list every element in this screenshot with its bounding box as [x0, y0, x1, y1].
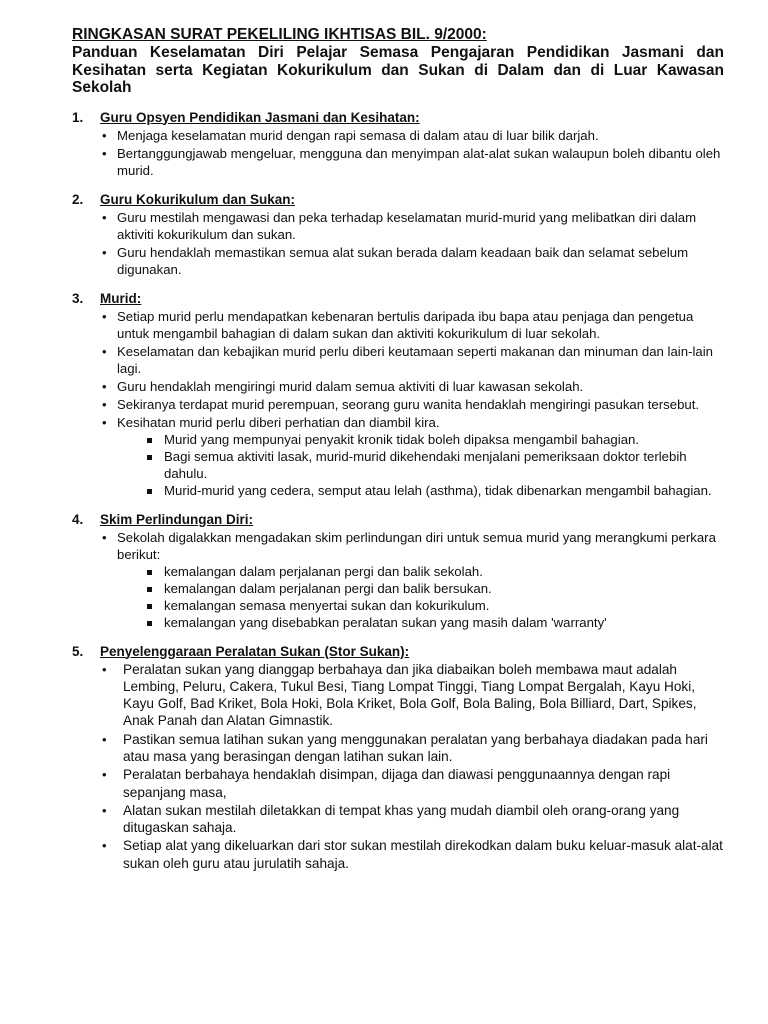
bullet-list	[72, 209, 724, 278]
section-1	[72, 110, 724, 179]
bullet-text: Sekolah digalakkan mengadakan skim perlindungan diri untuk semua murid yang merangkumi perkara berikut:	[117, 529, 716, 562]
bullet-item	[100, 529, 724, 631]
bullet-item	[100, 378, 724, 395]
section-heading	[72, 192, 724, 208]
bullet-item	[100, 766, 724, 801]
bullet-item	[100, 414, 724, 499]
bullet-text: Guru mestilah mengawasi dan peka terhadap keselamatan murid-murid yang melibatkan diri dalam aktiviti kokurikulum dan sukan.	[117, 209, 697, 242]
bullet-item	[100, 731, 724, 766]
section-title: Skim Perlindungan Diri:	[100, 511, 254, 527]
section-number: 1.	[72, 109, 84, 125]
bullet-list	[72, 127, 724, 179]
bullet-text: Sekiranya terdapat murid perempuan, seorang guru wanita hendaklah mengiringi pasukan tersebut.	[117, 396, 700, 412]
section-heading	[72, 110, 724, 126]
sub-bullet-item: kemalangan yang disebabkan peralatan sukan yang masih dalam 'warranty'	[145, 614, 724, 631]
sub-bullet-list	[117, 563, 724, 631]
bullet-item	[100, 308, 724, 342]
document-page	[72, 26, 724, 873]
section-2	[72, 192, 724, 278]
section-heading	[72, 644, 724, 660]
bullet-item	[100, 661, 724, 730]
section-number: 2.	[72, 191, 84, 207]
section-heading	[72, 291, 724, 307]
section-5	[72, 644, 724, 873]
sub-bullet-item: Murid yang mempunyai penyakit kronik tidak boleh dipaksa mengambil bahagian.	[145, 431, 724, 448]
bullet-item	[100, 396, 724, 413]
bullet-item	[100, 145, 724, 179]
bullet-item	[100, 343, 724, 377]
sections-container	[72, 110, 724, 873]
sub-bullet-item: kemalangan dalam perjalanan pergi dan balik sekolah.	[145, 563, 724, 580]
section-4	[72, 512, 724, 631]
bullet-list	[72, 661, 724, 873]
section-title: Guru Kokurikulum dan Sukan:	[100, 191, 296, 207]
bullet-text: Setiap alat yang dikeluarkan dari stor sukan mestilah direkodkan dalam buku keluar-masuk alat-alat sukan oleh guru atau jurulatih sahaja.	[123, 838, 723, 871]
sub-bullet-item: kemalangan semasa menyertai sukan dan kokurikulum.	[145, 597, 724, 614]
bullet-text: Menjaga keselamatan murid dengan rapi semasa di dalam atau di luar bilik darjah.	[117, 127, 599, 143]
bullet-text: Guru hendaklah memastikan semua alat sukan berada dalam keadaan baik dan selamat sebelum digunakan.	[117, 244, 689, 277]
bullet-item	[100, 244, 724, 278]
bullet-text: Peralatan berbahaya hendaklah disimpan, dijaga dan diawasi penggunaannya dengan rapi sepanjang masa,	[123, 767, 671, 800]
bullet-text: Keselamatan dan kebajikan murid perlu diberi keutamaan seperti makanan dan minuman dan lain-lain lagi.	[117, 343, 713, 376]
section-3	[72, 291, 724, 499]
sub-bullet-item: Murid-murid yang cedera, semput atau lelah (asthma), tidak dibenarkan mengambil bahagian.	[145, 482, 724, 499]
bullet-item	[100, 802, 724, 837]
document-title: RINGKASAN SURAT PEKELILING IKHTISAS BIL. 9/2000:	[72, 26, 487, 43]
bullet-text: Kesihatan murid perlu diberi perhatian dan diambil kira.	[117, 414, 440, 430]
bullet-text: Guru hendaklah mengiringi murid dalam semua aktiviti di luar kawasan sekolah.	[117, 378, 584, 394]
bullet-item	[100, 127, 724, 144]
bullet-item	[100, 837, 724, 872]
bullet-list	[72, 529, 724, 631]
section-number: 5.	[72, 643, 84, 659]
bullet-item	[100, 209, 724, 243]
section-title: Guru Opsyen Pendidikan Jasmani dan Kesihatan:	[100, 109, 420, 125]
section-number: 4.	[72, 511, 84, 527]
section-title: Penyelenggaraan Peralatan Sukan (Stor Sukan):	[100, 643, 410, 659]
bullet-text: Peralatan sukan yang dianggap berbahaya dan jika diabaikan boleh membawa maut adalah Lembing, Peluru, Cakera, Tukul Besi, Tiang Lompat Tinggi, Tiang Lompat Bergalah, Kayu Hoki, Kayu Golf, Bad Kriket, Bola Hoki, Bola Kriket, Bola Golf, Bola Baling, Bola Billiard, Dart, Spikes, Anak Panah dan Alatan Gimnastik.	[123, 661, 697, 729]
bullet-text: Pastikan semua latihan sukan yang menggunakan peralatan yang berbahaya diadakan pada hari atau masa yang berasingan dengan latihan sukan lain.	[123, 731, 708, 764]
section-heading	[72, 512, 724, 528]
bullet-text: Bertanggungjawab mengeluar, mengguna dan menyimpan alat-alat sukan walaupun boleh dibantu oleh murid.	[117, 145, 721, 178]
bullet-list	[72, 308, 724, 499]
bullet-text: Setiap murid perlu mendapatkan kebenaran bertulis daripada ibu bapa atau penjaga dan pengetua untuk mengambil bahagian di dalam sukan dan aktiviti kokurikulum di luar sekolah.	[117, 308, 694, 341]
bullet-text: Alatan sukan mestilah diletakkan di tempat khas yang mudah diambil oleh orang-orang yang ditugaskan sahaja.	[123, 802, 680, 836]
sub-bullet-list	[117, 431, 724, 499]
sub-bullet-item: Bagi semua aktiviti lasak, murid-murid dikehendaki menjalani pemeriksaan doktor terlebih dahulu.	[145, 448, 724, 482]
document-subtitle: Panduan Keselamatan Diri Pelajar Semasa Pengajaran Pendidikan Jasmani dan Kesihatan serta Kegiatan Kokurikulum dan Sukan di Dalam dan di Luar Kawasan Sekolah	[72, 44, 724, 96]
sub-bullet-item: kemalangan dalam perjalanan pergi dan balik bersukan.	[145, 580, 724, 597]
section-title: Murid:	[100, 290, 142, 306]
section-number: 3.	[72, 290, 84, 306]
